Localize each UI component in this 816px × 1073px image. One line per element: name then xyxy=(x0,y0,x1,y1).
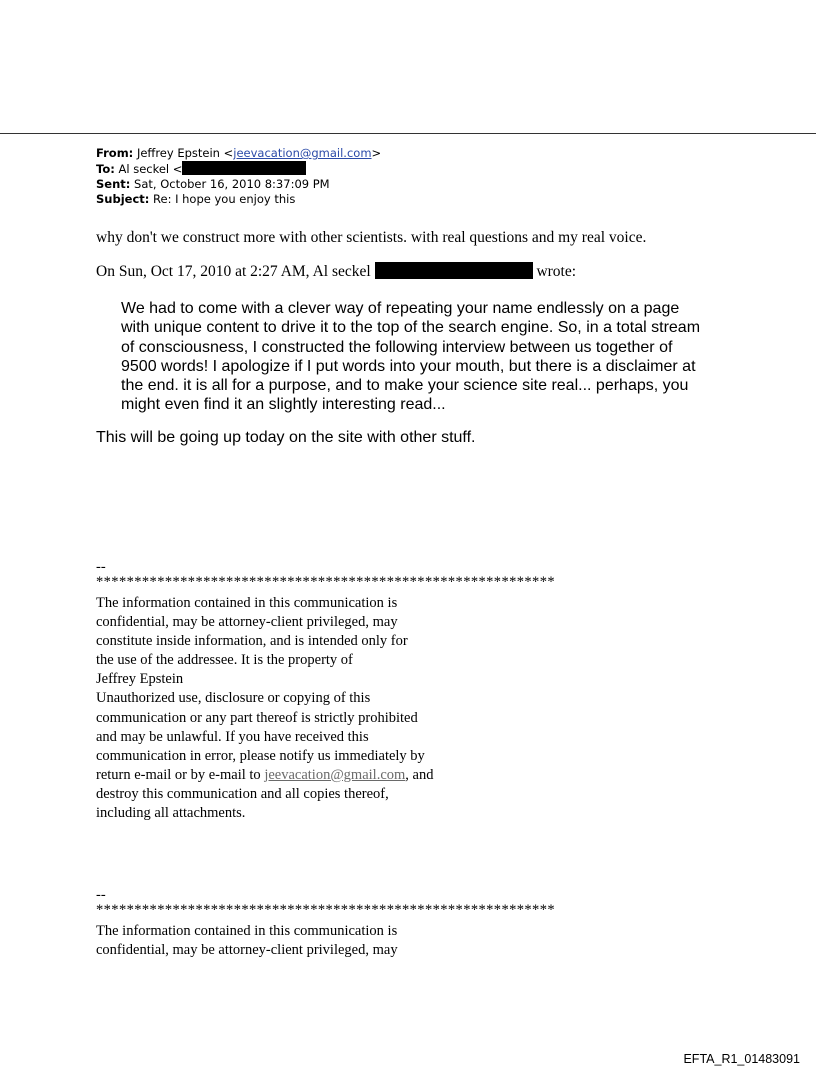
followup-text: This will be going up today on the site with other stuff. xyxy=(96,429,476,446)
disclaimer-line: confidential, may be attorney-client privileged, may xyxy=(96,942,398,959)
disclaimer-line: including all attachments. xyxy=(96,805,246,822)
quote-attribution xyxy=(96,262,576,281)
disclaimer-email-link[interactable]: jeevacation@gmail.com xyxy=(264,766,406,783)
disclaimer-block-2 xyxy=(96,888,555,960)
disclaimer-line: The information contained in this communication is xyxy=(96,595,398,611)
quoted-line: 9500 words! I apologize if I put words into your mouth, but there is a disclaimer at xyxy=(121,357,696,375)
sent-value: Sat, October 16, 2010 8:37:09 PM xyxy=(134,177,330,191)
disclaimer-line: Unauthorized use, disclosure or copying of this xyxy=(96,690,371,707)
quoted-message xyxy=(121,299,721,415)
quote-intro: On Sun, Oct 17, 2010 at 2:27 AM, Al seckel xyxy=(96,263,371,280)
sent-label: Sent: xyxy=(96,177,131,191)
disclaimer-line: destroy this communication and all copies thereof, xyxy=(96,785,389,802)
reply-text: why don't we construct more with other scientists. with real questions and my real voice. xyxy=(96,229,647,246)
subject-line xyxy=(96,192,381,207)
redaction-bar xyxy=(182,161,306,175)
from-line xyxy=(96,146,381,161)
from-email-link[interactable]: jeevacation@gmail.com xyxy=(233,146,372,160)
disclaimer-line: Jeffrey Epstein xyxy=(96,671,184,688)
sent-line xyxy=(96,177,381,192)
quoted-line: with unique content to drive it to the top of the search engine. So, in a total stream xyxy=(121,319,701,337)
quoted-line: might even find it an slightly interesting read... xyxy=(121,396,446,414)
asterisk-rule: ************************************************************ xyxy=(96,574,555,590)
from-name: Jeffrey Epstein < xyxy=(136,146,234,160)
disclaimer-line: confidential, may be attorney-client privileged, may xyxy=(96,614,398,631)
bates-number: EFTA_R1_01483091 xyxy=(683,1052,800,1066)
top-divider xyxy=(0,133,816,134)
from-close: > xyxy=(371,146,382,160)
subject-label: Subject: xyxy=(96,192,150,206)
email-header xyxy=(96,146,381,207)
asterisk-rule: ************************************************************ xyxy=(96,902,555,918)
quote-intro-end: wrote: xyxy=(536,263,577,280)
email-line-pre: return e-mail or by e-mail to xyxy=(96,766,265,783)
redaction-bar xyxy=(375,262,533,279)
to-value: Al seckel < xyxy=(118,162,183,176)
to-line xyxy=(96,161,381,177)
signature-separator: -- xyxy=(96,559,106,575)
to-label: To: xyxy=(96,162,115,176)
disclaimer-line: communication or any part thereof is strictly prohibited xyxy=(96,709,418,726)
disclaimer-line: communication in error, please notify us immediately by xyxy=(96,747,425,764)
email-line-post: , and xyxy=(405,766,434,783)
quoted-line: the end. it is all for a purpose, and to make your science site real... perhaps, you xyxy=(121,377,689,395)
subject-value: Re: I hope you enjoy this xyxy=(153,192,296,206)
quoted-line: We had to come with a clever way of repeating your name endlessly on a page xyxy=(121,300,680,317)
disclaimer-line: and may be unlawful. If you have received this xyxy=(96,728,369,745)
disclaimer-block xyxy=(96,560,555,823)
signature-separator: -- xyxy=(96,887,106,903)
from-label: From: xyxy=(96,146,134,160)
disclaimer-line: constitute inside information, and is intended only for xyxy=(96,633,408,650)
quoted-line: of consciousness, I constructed the following interview between us together of xyxy=(121,338,673,356)
disclaimer-line: The information contained in this communication is xyxy=(96,923,398,939)
disclaimer-line: the use of the addressee. It is the property of xyxy=(96,652,353,669)
disclaimer-email-line xyxy=(96,766,555,785)
